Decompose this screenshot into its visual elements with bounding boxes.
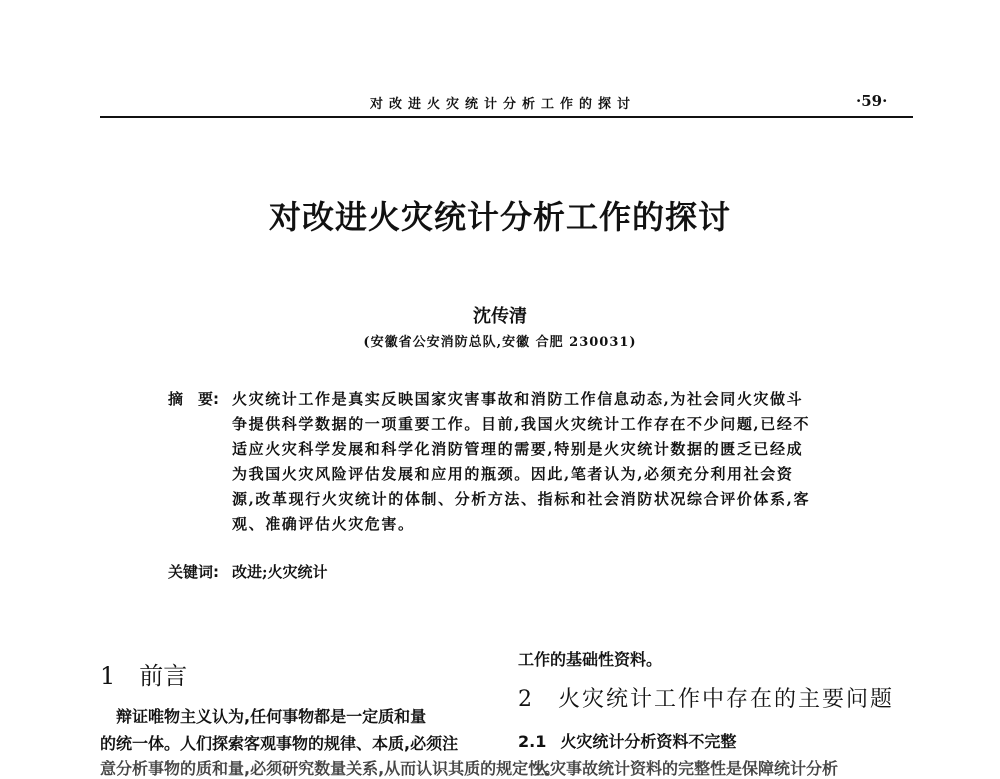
cut-off-line-container <box>100 756 561 778</box>
running-head-title: 对改进火灾统计分析工作的探讨 <box>370 97 637 112</box>
abstract-line: 源,改革现行火灾统计的体制、分析方法、指标和社会消防状况综合评价体系,客 <box>232 490 811 508</box>
body-text-line-partial: 意分析事物的质和量,必须研究数量关系,从而认识其质的规定性。 <box>100 759 561 778</box>
abstract-line: 观、准确评估火灾危害。 <box>232 515 415 533</box>
body-text-line: 辩证唯物主义认为,任何事物都是一定质和量 <box>100 707 427 726</box>
abstract-line: 火灾统计工作是真实反映国家灾害事故和消防工作信息动态,为社会同火灾做斗 <box>232 390 804 408</box>
cut-off-line-container <box>518 756 898 778</box>
subsection-2-1-heading <box>518 729 736 752</box>
body-text-line-partial: 火灾事故统计资料的完整性是保障统计分析 <box>518 759 839 778</box>
continued-text-line: 工作的基础性资料。 <box>518 650 663 669</box>
author-name: 沈传清 <box>473 306 527 327</box>
body-text-line: 的统一体。人们探索客观事物的规律、本质,必须注 <box>100 734 459 753</box>
subsection-number: 2.1 <box>518 732 547 751</box>
abstract-line: 适应火灾科学发展和科学化消防管理的需要,特别是火灾统计数据的匮乏已经成 <box>232 440 804 458</box>
keywords-label: 关键词: <box>168 563 219 581</box>
header-rule <box>100 116 913 118</box>
section-2-heading: 2 火灾统计工作中存在的主要问题 <box>518 687 894 712</box>
author-affiliation: (安徽省公安消防总队,安徽 合肥 230031) <box>363 335 637 350</box>
abstract-line: 为我国火灾风险评估发展和应用的瓶颈。因此,笔者认为,必须充分利用社会资 <box>232 465 794 483</box>
section-1-heading: 1 前言 <box>100 662 188 690</box>
page-number: ·59· <box>856 92 888 110</box>
article-title: 对改进火灾统计分析工作的探讨 <box>268 198 731 236</box>
abstract-label: 摘 要: <box>168 390 219 408</box>
abstract-line: 争提供科学数据的一项重要工作。目前,我国火灾统计工作存在不少问题,已经不 <box>232 415 811 433</box>
keywords-text: 改进;火灾统计 <box>232 563 328 581</box>
subsection-title: 火灾统计分析资料不完整 <box>560 732 737 751</box>
